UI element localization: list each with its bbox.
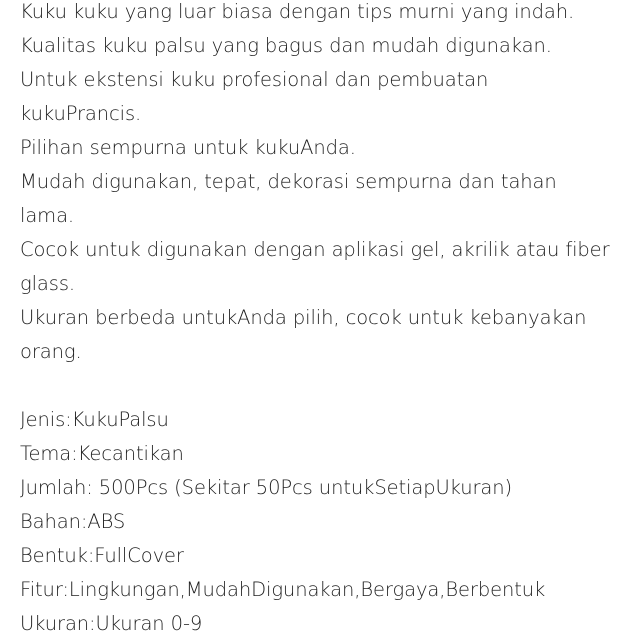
description-line: Untuk ekstensi kuku profesional dan pembuatan (20, 68, 489, 91)
spec-type: Jenis:KukuPalsu (20, 408, 169, 431)
description-line: glass. (20, 272, 75, 295)
description-line: lama. (20, 204, 75, 227)
spec-material: Bahan:ABS (20, 510, 126, 533)
description-line: Kuku kuku yang luar biasa dengan tips murni yang indah. (20, 0, 575, 23)
spec-size: Ukuran:Ukuran 0-9 (20, 612, 203, 635)
spec-shape: Bentuk:FullCover (20, 544, 184, 567)
spec-theme: Tema:Kecantikan (20, 442, 184, 465)
spec-features: Fitur:Lingkungan,MudahDigunakan,Bergaya,Berbentuk (20, 578, 546, 601)
description-line: Cocok untuk digunakan dengan aplikasi gel, akrilik atau fiber (20, 238, 610, 261)
description-line: Kualitas kuku palsu yang bagus dan mudah digunakan. (20, 34, 552, 57)
description-line: orang. (20, 340, 82, 363)
description-line: Ukuran berbeda untukAnda pilih, cocok untuk kebanyakan (20, 306, 587, 329)
description-line: Mudah digunakan, tepat, dekorasi sempurna dan tahan (20, 170, 557, 193)
description-line: Pilihan sempurna untuk kukuAnda. (20, 136, 356, 159)
description-line: kukuPrancis. (20, 102, 142, 125)
spec-quantity: Jumlah: 500Pcs (Sekitar 50Pcs untukSetiapUkuran) (20, 476, 513, 499)
